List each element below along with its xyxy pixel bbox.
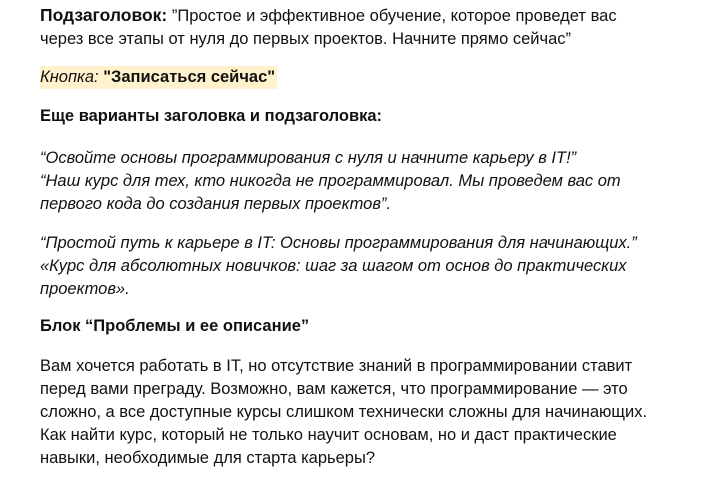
variants-heading: Еще варианты заголовка и подзаголовка: [40, 107, 383, 125]
problem-block-heading: Блок “Проблемы и ее описание” [40, 317, 310, 335]
button-spec [40, 67, 277, 87]
variant-b-line: «Курс для абсолютных новичков: шаг за шагом от основ до практических [40, 257, 627, 275]
variant-b-line: проектов». [40, 280, 130, 298]
variant-a-line: “Освойте основы программирования с нуля и начните карьеру в IT!” [40, 149, 577, 167]
subheading-block [40, 4, 617, 51]
variant-a-paragraph [40, 147, 621, 216]
subheading-text-line1: ”Простое и эффективное обучение, которое проведет вас [167, 7, 617, 25]
variant-b-line: “Простой путь к карьере в IT: Основы программирования для начинающих.” [40, 234, 637, 252]
button-spec-label: Кнопка: [40, 68, 99, 86]
variant-a-line: “Наш курс для тех, кто никогда не программировал. Мы проведем вас от [40, 172, 621, 190]
button-spec-highlight [40, 66, 277, 89]
body-line: перед вами преграду. Возможно, вам кажется, что программирование — это [40, 380, 628, 398]
body-line: навыки, необходимые для старта карьеры? [40, 449, 376, 467]
variant-a-line: первого кода до создания первых проектов”. [40, 195, 392, 213]
body-line: сложно, а все доступные курсы слишком технически сложны для начинающих. [40, 403, 648, 421]
subheading-label: Подзаголовок: [40, 5, 168, 25]
body-line: Вам хочется работать в IT, но отсутствие знаний в программировании ставит [40, 357, 633, 375]
body-line: Как найти курс, который не только научит основам, но и даст практические [40, 426, 617, 444]
subheading-text-line2: через все этапы от нуля до первых проектов. Начните прямо сейчас” [40, 30, 571, 48]
variant-b-paragraph [40, 232, 637, 301]
problem-body-paragraph [40, 355, 647, 470]
button-spec-text: "Записаться сейчас" [103, 68, 276, 86]
